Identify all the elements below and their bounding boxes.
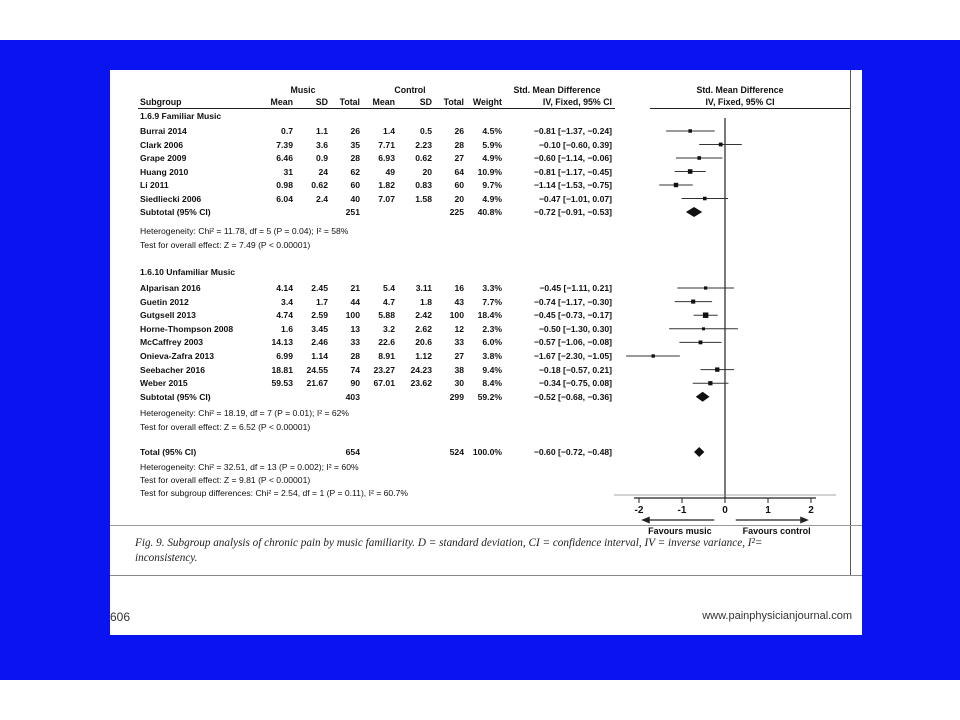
music-sd: 24 (318, 166, 328, 177)
weight: 4.9% (482, 153, 502, 163)
study-name: Alparisan 2016 (140, 283, 201, 293)
mean-header: Mean (270, 97, 293, 107)
subtotal-label: Subtotal (95% CI) (140, 391, 211, 402)
control-total: 27 (454, 153, 464, 163)
ci: −0.45 [−0.73, −0.17] (533, 310, 612, 321)
music-sd: 21.67 (306, 378, 328, 389)
control-sd: 20 (422, 166, 432, 177)
frame-line (850, 70, 851, 575)
frame-line (110, 575, 862, 576)
study-marker (688, 169, 693, 174)
music-mean: 6.46 (276, 153, 293, 163)
control-sd: 20.6 (415, 337, 432, 348)
study-name: McCaffrey 2003 (140, 337, 204, 348)
music-mean: 18.81 (271, 364, 293, 375)
control-mean: 49 (385, 166, 395, 177)
study-name: Weber 2015 (140, 378, 188, 389)
weight: 9.7% (482, 180, 502, 190)
weight: 18.4% (477, 310, 502, 321)
study-marker (703, 197, 707, 201)
smd-header: Std. Mean Difference (513, 85, 601, 95)
x-tick-label: -2 (634, 505, 644, 516)
overall-effect: Test for overall effect: Z = 7.49 (P < 0.00001) (140, 240, 311, 250)
control-total: 27 (454, 351, 464, 361)
control-sd: 2.23 (415, 139, 432, 150)
study-name: Horne-Thompson 2008 (140, 323, 234, 334)
music-mean: 31 (283, 166, 293, 177)
music-total: 40 (350, 193, 360, 204)
total-header: Total (339, 97, 360, 107)
study-marker (697, 156, 701, 160)
overall-effect: Test for overall effect: Z = 9.81 (P < 0.00001) (140, 475, 311, 485)
study-marker (704, 286, 707, 289)
weight: 59.2% (477, 391, 502, 402)
music-mean: 6.99 (276, 351, 293, 361)
weight: 10.9% (477, 166, 502, 177)
control-sd: 1.8 (420, 296, 432, 307)
header-rule (650, 108, 850, 109)
study-name: Gutgsell 2013 (140, 310, 196, 321)
control-mean: 7.07 (378, 193, 395, 204)
ci: −0.47 [−1.01, 0.07] (538, 193, 612, 204)
journal-url: www.painphysicianjournal.com (702, 610, 852, 622)
music-sd: 3.6 (316, 139, 328, 150)
header-rule (138, 108, 615, 109)
heterogeneity: Heterogeneity: Chi² = 18.19, df = 7 (P = 0.01); I² = 62% (140, 408, 350, 418)
x-tick-label: 2 (808, 505, 814, 516)
study-name: Huang 2010 (140, 166, 189, 177)
control-mean: 8.91 (378, 351, 395, 361)
favours-music-label: Favours music (648, 526, 712, 536)
summary-diamond (686, 207, 702, 217)
control-total: 33 (454, 337, 464, 348)
music-total: 403 (345, 391, 360, 402)
total-label: Total (95% CI) (140, 447, 197, 457)
subgroup-differences: Test for subgroup differences: Chi² = 2.54, df = 1 (P = 0.11), I² = 60.7% (140, 488, 408, 498)
music-total: 251 (345, 207, 360, 217)
control-total: 524 (449, 447, 464, 457)
music-mean: 4.14 (276, 283, 293, 293)
music-sd: 2.59 (311, 310, 328, 321)
music-sd: 2.45 (311, 283, 328, 293)
music-sd: 2.46 (311, 337, 328, 348)
study-marker (652, 354, 655, 357)
music-mean: 59.53 (271, 378, 293, 389)
music-sd: 3.45 (311, 323, 328, 334)
control-sd: 0.62 (415, 153, 432, 163)
control-total: 38 (454, 364, 464, 375)
music-total: 60 (350, 180, 360, 190)
ci: −0.50 [−1.30, 0.30] (538, 323, 612, 334)
weight: 8.4% (482, 378, 502, 389)
music-total: 74 (350, 364, 360, 375)
control-total: 12 (454, 323, 464, 334)
weight: 3.3% (482, 283, 502, 293)
music-mean: 3.4 (281, 296, 293, 307)
control-total: 43 (454, 296, 464, 307)
music-mean: 1.6 (281, 323, 293, 334)
smd-plot-header: Std. Mean Difference (696, 85, 784, 95)
music-total: 90 (350, 378, 360, 389)
control-total: 225 (449, 207, 464, 217)
control-sd: 0.83 (415, 180, 432, 190)
control-total: 299 (449, 391, 464, 402)
summary-diamond (694, 447, 704, 457)
control-mean: 23.27 (373, 364, 395, 375)
study-name: Siedliecki 2006 (140, 193, 202, 204)
ci: −0.10 [−0.60, 0.39] (538, 139, 612, 150)
figure-caption: Fig. 9. Subgroup analysis of chronic pain by music familiarity. D = standard deviation, CI = confidence interval, IV = inverse variance, I²= inconsistency. (135, 537, 763, 564)
music-total: 28 (350, 351, 360, 361)
music-sd: 1.1 (316, 126, 328, 136)
subgroup-header: Subgroup (140, 97, 182, 107)
control-header: Control (394, 85, 426, 95)
ci: −0.18 [−0.57, 0.21] (538, 364, 612, 375)
control-mean: 22.6 (378, 337, 395, 348)
music-mean: 0.7 (281, 126, 293, 136)
music-total: 33 (350, 337, 360, 348)
control-total: 64 (454, 166, 464, 177)
ci: −1.67 [−2.30, −1.05] (533, 351, 612, 361)
music-sd: 0.9 (316, 153, 328, 163)
music-mean: 6.04 (276, 193, 293, 204)
study-marker (691, 300, 695, 304)
ci: −0.60 [−0.72, −0.48] (533, 447, 612, 457)
music-sd: 1.7 (316, 296, 328, 307)
weight: 4.5% (482, 126, 502, 136)
control-total: 28 (454, 139, 464, 150)
ivfixed-header: IV, Fixed, 95% CI (542, 97, 612, 107)
music-total: 28 (350, 153, 360, 163)
control-total: 20 (454, 193, 464, 204)
ci: −0.74 [−1.17, −0.30] (533, 296, 612, 307)
music-total: 13 (350, 323, 360, 334)
weight: 100.0% (472, 447, 502, 457)
arrowhead-right (800, 517, 809, 524)
study-name: Grape 2009 (140, 153, 187, 163)
weight: 7.7% (482, 296, 502, 307)
subtotal-label: Subtotal (95% CI) (140, 207, 211, 217)
control-total: 16 (454, 283, 464, 293)
control-sd: 2.62 (415, 323, 432, 334)
sd-header: SD (419, 97, 432, 107)
weight: 5.9% (482, 139, 502, 150)
music-total: 62 (350, 166, 360, 177)
music-total: 26 (350, 126, 360, 136)
figure-page (110, 70, 862, 635)
x-tick-label: 0 (722, 505, 728, 516)
group-title: 1.6.9 Familiar Music (140, 111, 222, 121)
control-mean: 67.01 (373, 378, 395, 389)
ci: −1.14 [−1.53, −0.75] (533, 180, 612, 190)
weight: 2.3% (482, 323, 502, 334)
music-total: 21 (350, 283, 360, 293)
control-sd: 23.62 (410, 378, 432, 389)
control-total: 30 (454, 378, 464, 389)
music-sd: 1.14 (311, 351, 328, 361)
ci: −0.45 [−1.11, 0.21] (539, 283, 612, 293)
control-mean: 3.2 (383, 323, 395, 334)
study-marker (715, 367, 719, 371)
x-tick-label: 1 (765, 505, 771, 516)
study-marker (674, 183, 678, 187)
control-sd: 24.23 (410, 364, 432, 375)
music-total: 35 (350, 139, 360, 150)
control-mean: 1.82 (378, 180, 395, 190)
study-name: Onieva-Zafra 2013 (140, 351, 215, 361)
music-sd: 24.55 (306, 364, 328, 375)
favours-control-label: Favours control (742, 526, 811, 536)
control-mean: 1.4 (383, 126, 395, 136)
control-sd: 1.58 (415, 193, 432, 204)
control-sd: 2.42 (415, 310, 432, 321)
mean-header: Mean (372, 97, 395, 107)
overall-effect: Test for overall effect: Z = 6.52 (P < 0.00001) (140, 422, 311, 432)
control-sd: 0.5 (420, 126, 432, 136)
control-total: 60 (454, 180, 464, 190)
ci: −0.52 [−0.68, −0.36] (533, 391, 612, 402)
ivfixed-plot-header: IV, Fixed, 95% CI (705, 97, 775, 107)
control-mean: 4.7 (383, 296, 395, 307)
weight-header: Weight (472, 97, 502, 107)
study-marker (702, 327, 705, 330)
group-title: 1.6.10 Unfamiliar Music (140, 267, 236, 277)
total-header: Total (443, 97, 464, 107)
music-sd: 2.4 (316, 193, 328, 204)
music-mean: 0.98 (276, 180, 293, 190)
arrowhead-left (641, 517, 650, 524)
ci: −0.60 [−1.14, −0.06] (533, 153, 612, 163)
study-marker (719, 143, 723, 147)
page-number: 606 (110, 610, 131, 624)
control-mean: 5.4 (383, 283, 395, 293)
music-total: 44 (350, 296, 360, 307)
weight: 4.9% (482, 193, 502, 204)
sd-header: SD (315, 97, 328, 107)
ci: −0.57 [−1.06, −0.08] (533, 337, 612, 348)
ci: −0.72 [−0.91, −0.53] (533, 207, 612, 217)
weight: 9.4% (482, 364, 502, 375)
summary-diamond (696, 392, 710, 402)
control-sd: 1.12 (415, 351, 432, 361)
weight: 3.8% (482, 351, 502, 361)
control-total: 26 (454, 126, 464, 136)
music-mean: 14.13 (271, 337, 293, 348)
control-mean: 5.88 (378, 310, 395, 321)
control-mean: 6.93 (378, 153, 395, 163)
music-header: Music (290, 85, 316, 95)
study-marker (688, 129, 692, 133)
study-name: Burrai 2014 (140, 126, 187, 136)
control-mean: 7.71 (378, 139, 395, 150)
heterogeneity: Heterogeneity: Chi² = 11.78, df = 5 (P = 0.04); I² = 58% (140, 226, 349, 236)
weight: 40.8% (477, 207, 502, 217)
ci: −0.34 [−0.75, 0.08] (538, 378, 612, 389)
weight: 6.0% (482, 337, 502, 348)
music-sd: 0.62 (311, 180, 328, 190)
study-name: Clark 2006 (140, 139, 184, 150)
music-total: 100 (345, 310, 360, 321)
control-total: 100 (449, 310, 464, 321)
x-tick-label: -1 (677, 505, 687, 516)
music-mean: 4.74 (276, 310, 293, 321)
heterogeneity: Heterogeneity: Chi² = 32.51, df = 13 (P = 0.002); I² = 60% (140, 462, 359, 472)
study-marker (699, 340, 703, 344)
study-name: Seebacher 2016 (140, 364, 205, 375)
study-marker (708, 381, 712, 385)
study-name: Guetin 2012 (140, 296, 189, 307)
music-mean: 7.39 (276, 139, 293, 150)
forest-plot (615, 110, 850, 536)
ci: −0.81 [−1.17, −0.45] (533, 166, 612, 177)
control-sd: 3.11 (415, 283, 432, 293)
music-total: 654 (345, 447, 360, 457)
study-marker (703, 312, 708, 317)
study-name: Li 2011 (140, 180, 169, 190)
ci: −0.81 [−1.37, −0.24] (533, 126, 612, 136)
